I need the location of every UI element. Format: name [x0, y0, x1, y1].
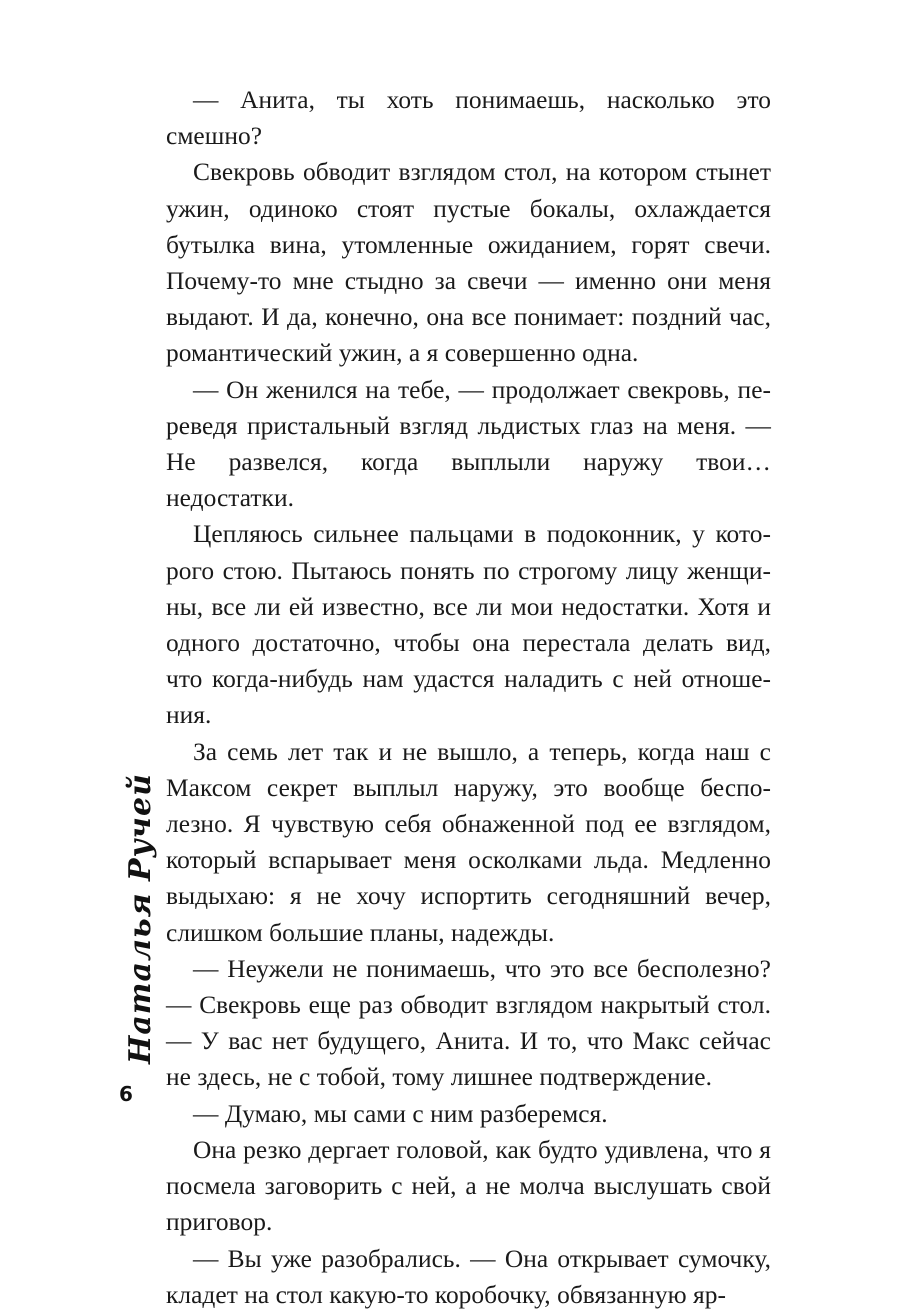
paragraph-5: За семь лет так и не вышло, а теперь, когда наш с Максом секрет выплыл наружу, это вообще бесполезно. Я чувствую себя обнаженной под ее взглядом, который вспарывает меня осколками льда. Медленно выдыхаю: я не хочу испортить сегодняшний вечер, слишком большие планы, надежды. [166, 737, 771, 947]
paragraph-8: Она резко дергает головой, как будто удивлена, что я посмела заговорить с ней, а не молча выслушать свой приговор. [166, 1135, 771, 1237]
page-number: 6 [119, 1082, 133, 1106]
page-body-text [166, 82, 771, 1313]
author-name-sidebar: Наталья Ручей [123, 773, 158, 1064]
paragraph-3: — Он женился на тебе, — продолжает свекровь, переведя пристальный взгляд льдистых глаз на меня. — Не развелся, когда выплыли наружу твои… недостатки. [166, 375, 771, 513]
paragraph-6: — Неужели не понимаешь, что это все бесполезно? — Свекровь еще раз обводит взглядом накрытый стол. — У вас нет будущего, Анита. И то, что Макс сейчас не здесь, не с тобой, тому лишнее подтверждение. [166, 954, 771, 1092]
paragraph-7: — Думаю, мы сами с ним разберемся. [193, 1099, 608, 1128]
paragraph-2: Свекровь обводит взглядом стол, на котором стынет ужин, одиноко стоят пустые бокалы, охлаждается бутылка вина, утомленные ожиданием, горят свечи. Почему-то мне стыдно за свечи — именно они меня выдают. И да, конечно, она все понимает: поздний час, романтический ужин, а я совершенно одна. [166, 158, 771, 368]
paragraph-4: Цепляюсь сильнее пальцами в подоконник, у которого стою. Пытаюсь понять по строгому лицу женщины, все ли ей известно, все ли мои недостатки. Хотя и одного достаточно, чтобы она перестала делать вид, что когда-нибудь нам удастся наладить с ней отношения. [166, 520, 771, 730]
paragraph-1: — Анита, ты хоть понимаешь, насколько это смешно? [166, 86, 771, 151]
paragraph-9: — Вы уже разобрались. — Она открывает сумочку, кладет на стол какую-то коробочку, обвязанную яр- [166, 1244, 771, 1309]
